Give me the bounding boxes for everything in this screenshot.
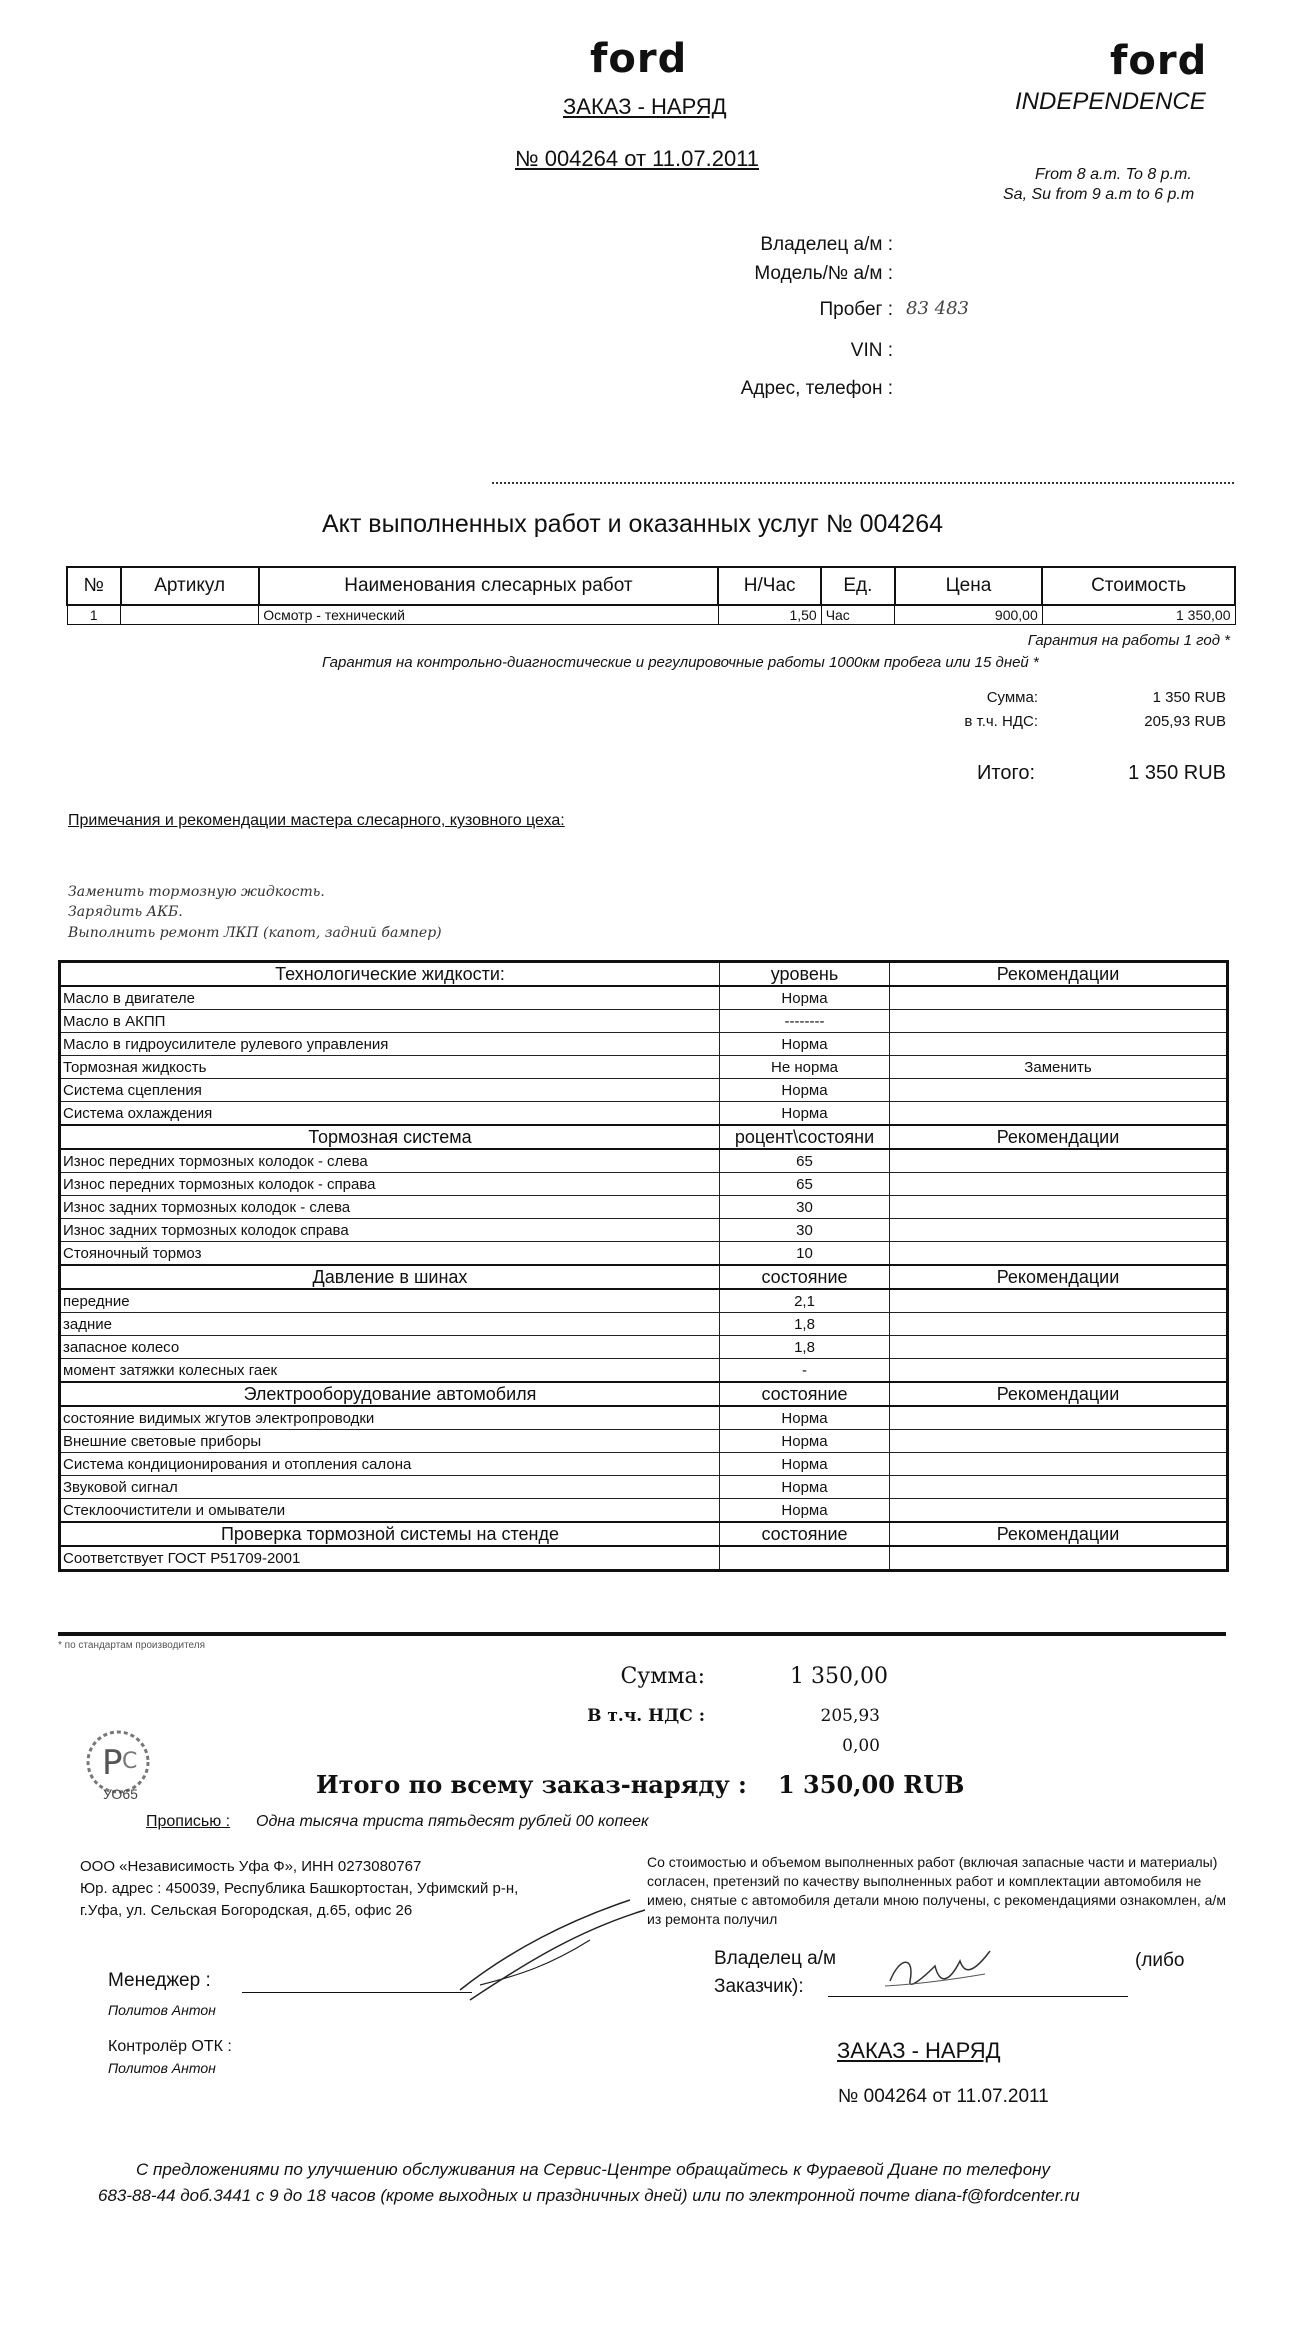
footer-order-title: ЗАКАЗ - НАРЯД (837, 2038, 1001, 2063)
doc-number: № 004264 от 11.07.2011 (515, 146, 760, 171)
check-recommendation (890, 1010, 1228, 1033)
company-line-3: г.Уфа, ул. Сельская Богородская, д.65, офис 26 (80, 1902, 413, 1919)
ford-logo-left: ford (590, 36, 688, 82)
inspection-section-header (60, 1125, 1228, 1149)
manager-signature (440, 1880, 660, 2010)
mileage-value: 83 483 (906, 298, 969, 319)
inspection-row (60, 1476, 1228, 1499)
act-total-label: Итого: (977, 762, 1035, 784)
check-name: Тормозная жидкость (60, 1056, 720, 1079)
inspection-section-header (60, 962, 1228, 987)
check-recommendation (890, 1242, 1228, 1266)
brand-subtitle: INDEPENDENCE (1015, 88, 1206, 115)
inspection-row (60, 1102, 1228, 1126)
grand-total-value: 1 350,00 RUB (778, 1770, 965, 1799)
check-value: Норма (720, 1430, 890, 1453)
check-recommendation (890, 1406, 1228, 1430)
check-value: Не норма (720, 1056, 890, 1079)
check-name: задние (60, 1313, 720, 1336)
check-recommendation (890, 1430, 1228, 1453)
inspection-row (60, 1430, 1228, 1453)
warranty-diagnostics: Гарантия на контрольно-диагностические и регулировочные работы 1000км пробега или 15 дней * (322, 654, 1039, 671)
total-sum-value: 1 350,00 (790, 1664, 888, 1689)
check-name: Стояночный тормоз (60, 1242, 720, 1266)
inspection-row (60, 1499, 1228, 1523)
check-name: Масло в гидроусилителе рулевого управления (60, 1033, 720, 1056)
work-name: Осмотр - технический (259, 605, 718, 625)
check-recommendation (890, 1313, 1228, 1336)
contact-line-1: С предложениями по улучшению обслуживания на Сервис-Центре обращайтесь к Фураевой Диане по телефону (136, 2160, 1050, 2179)
check-name: Система сцепления (60, 1079, 720, 1102)
check-name: Внешние световые приборы (60, 1430, 720, 1453)
words-label: Прописью : (146, 1813, 231, 1830)
footer-order-number: № 004264 от 11.07.2011 (838, 2086, 1049, 2107)
check-name: Износ передних тормозных колодок - слева (60, 1149, 720, 1173)
act-sum-value: 1 350 RUB (1152, 689, 1226, 706)
inspection-row (60, 1313, 1228, 1336)
section-col2: состояние (720, 1382, 890, 1406)
standards-footnote: * по стандартам производителя (58, 1640, 206, 1651)
inspection-row (60, 1079, 1228, 1102)
col-hours: Н/Час (718, 567, 821, 605)
check-value: 10 (720, 1242, 890, 1266)
check-name: Стеклоочистители и омыватели (60, 1499, 720, 1523)
work-unit: Час (821, 605, 894, 625)
divider-dotted (492, 482, 1234, 484)
owner-sign-label-2: Заказчик): (714, 1976, 804, 1997)
check-name: Износ задних тормозных колодок - слева (60, 1196, 720, 1219)
inspection-row (60, 1010, 1228, 1033)
company-line-1: ООО «Независимость Уфа Ф», ИНН 0273080767 (80, 1858, 422, 1875)
check-value: Норма (720, 1102, 890, 1126)
check-value: Норма (720, 1476, 890, 1499)
check-value: Норма (720, 1033, 890, 1056)
check-name: Масло в АКПП (60, 1010, 720, 1033)
check-name: передние (60, 1289, 720, 1313)
section-col3: Рекомендации (890, 1125, 1228, 1149)
section-col3: Рекомендации (890, 1522, 1228, 1546)
note-line-2: Зарядить АКБ. (68, 904, 183, 920)
inspection-row (60, 1336, 1228, 1359)
inspection-section-header (60, 1522, 1228, 1546)
notes-title: Примечания и рекомендации мастера слесарного, кузовного цеха: (68, 812, 565, 829)
check-value: Норма (720, 986, 890, 1010)
agreement-text: Со стоимостью и объемом выполненных работ (включая запасные части и материалы) согласен, претензий по качеству выполненных работ и комплектации автомобиля не имею, снятые с автомобиля детали мною получены, с рекомендациями ознакомлен, а/м из ремонта получил (647, 1854, 1226, 1927)
section-col2: роцент\состояни (720, 1125, 890, 1149)
check-name: Система охлаждения (60, 1102, 720, 1126)
hours-weekend: Sa, Su from 9 a.m to 6 p.m (1003, 186, 1195, 203)
check-value (720, 1546, 890, 1571)
check-recommendation (890, 986, 1228, 1010)
inspection-row (60, 1219, 1228, 1242)
act-vat-value: 205,93 RUB (1144, 713, 1226, 730)
words-value: Одна тысяча триста пятьдесят рублей 00 копеек (256, 1813, 649, 1830)
inspection-row (60, 1056, 1228, 1079)
ford-logo-right: ford (1110, 38, 1208, 84)
col-name: Наименования слесарных работ (259, 567, 718, 605)
stamp-mark (78, 1722, 173, 1817)
check-recommendation (890, 1149, 1228, 1173)
inspection-row (60, 1033, 1228, 1056)
check-name: Звуковой сигнал (60, 1476, 720, 1499)
owner-signature (880, 1936, 1000, 2006)
col-num: № (67, 567, 121, 605)
works-header-row (67, 567, 1235, 605)
doc-title: ЗАКАЗ - НАРЯД (563, 94, 727, 119)
grand-total-label: Итого по всему заказ-наряду : (316, 1770, 747, 1799)
total-vat-label: В т.ч. НДС : (587, 1706, 705, 1726)
section-col2: уровень (720, 962, 890, 987)
check-recommendation (890, 1359, 1228, 1383)
inspection-row (60, 1173, 1228, 1196)
total-sum-label: Сумма: (620, 1664, 705, 1689)
inspection-row (60, 1546, 1228, 1571)
check-value: Норма (720, 1499, 890, 1523)
vin-label: VIN : (850, 340, 893, 361)
check-name: запасное колесо (60, 1336, 720, 1359)
act-total-value: 1 350 RUB (1128, 762, 1226, 784)
check-recommendation (890, 1033, 1228, 1056)
svg-text:Р: Р (102, 1743, 123, 1783)
manager-signature-line (242, 1992, 472, 1993)
work-article (121, 605, 259, 625)
check-value: 2,1 (720, 1289, 890, 1313)
works-table (66, 566, 1236, 625)
note-line-3: Выполнить ремонт ЛКП (капот, задний бампер) (68, 925, 442, 941)
act-sum-label: Сумма: (986, 689, 1038, 706)
mileage-label: Пробег : (819, 299, 893, 320)
works-row (67, 605, 1235, 625)
bold-divider (58, 1632, 1226, 1636)
inspection-section-header (60, 1382, 1228, 1406)
inspection-row (60, 986, 1228, 1010)
inspection-row (60, 1406, 1228, 1430)
check-recommendation (890, 1219, 1228, 1242)
inspection-row (60, 1242, 1228, 1266)
section-col3: Рекомендации (890, 1265, 1228, 1289)
contact-line-2: 683-88-44 доб.3441 с 9 до 18 часов (кроме выходных и праздничных дней) или по электронной почте diana-f@fordcenter.ru (98, 2186, 1080, 2205)
act-vat-label: в т.ч. НДС: (964, 713, 1038, 730)
hours-weekday: From 8 a.m. To 8 p.m. (1035, 166, 1192, 183)
work-hours: 1,50 (718, 605, 821, 625)
manager-label: Менеджер : (108, 1970, 211, 1991)
act-title: Акт выполненных работ и оказанных услуг № 004264 (322, 510, 944, 538)
work-cost: 1 350,00 (1042, 605, 1235, 625)
inspection-row (60, 1196, 1228, 1219)
inspection-row (60, 1359, 1228, 1383)
note-line-1: Заменить тормозную жидкость. (68, 884, 325, 900)
section-title: Тормозная система (60, 1125, 720, 1149)
otk-label: Контролёр ОТК : (108, 2038, 232, 2055)
inspection-row (60, 1289, 1228, 1313)
model-label: Модель/№ а/м : (754, 263, 893, 284)
check-value: Норма (720, 1079, 890, 1102)
check-recommendation (890, 1499, 1228, 1523)
check-value: 30 (720, 1219, 890, 1242)
check-recommendation: Заменить (890, 1056, 1228, 1079)
check-value: 1,8 (720, 1313, 890, 1336)
check-name: Износ передних тормозных колодок - справа (60, 1173, 720, 1196)
col-price: Цена (895, 567, 1043, 605)
owner-label: Владелец а/м : (760, 234, 893, 255)
total-vat-value: 205,93 (820, 1706, 880, 1726)
address-label: Адрес, телефон : (740, 378, 893, 399)
section-title: Технологические жидкости: (60, 962, 720, 987)
warranty-works: Гарантия на работы 1 год * (1027, 632, 1230, 649)
check-recommendation (890, 1102, 1228, 1126)
check-name: Масло в двигателе (60, 986, 720, 1010)
col-unit: Ед. (821, 567, 894, 605)
check-name: Система кондиционирования и отопления салона (60, 1453, 720, 1476)
section-title: Проверка тормозной системы на стенде (60, 1522, 720, 1546)
company-line-2: Юр. адрес : 450039, Республика Башкортостан, Уфимский р-н, (80, 1880, 519, 1897)
owner-alt-label: (либо (1135, 1950, 1185, 1971)
check-recommendation (890, 1289, 1228, 1313)
check-value: 65 (720, 1149, 890, 1173)
check-name: состояние видимых жгутов электропроводки (60, 1406, 720, 1430)
check-recommendation (890, 1336, 1228, 1359)
total-extra-value: 0,00 (842, 1736, 880, 1756)
inspection-row (60, 1149, 1228, 1173)
check-recommendation (890, 1546, 1228, 1571)
check-name: Соответствует ГОСТ Р51709-2001 (60, 1546, 720, 1571)
manager-name: Политов Антон (108, 2002, 216, 2018)
check-value: Норма (720, 1406, 890, 1430)
otk-name: Политов Антон (108, 2060, 216, 2076)
inspection-table (58, 960, 1229, 1572)
section-col3: Рекомендации (890, 1382, 1228, 1406)
check-name: момент затяжки колесных гаек (60, 1359, 720, 1383)
work-price: 900,00 (895, 605, 1043, 625)
section-title: Электрооборудование автомобиля (60, 1382, 720, 1406)
owner-sign-label-1: Владелец а/м (714, 1948, 837, 1969)
work-num: 1 (67, 605, 121, 625)
check-recommendation (890, 1079, 1228, 1102)
check-recommendation (890, 1196, 1228, 1219)
section-title: Давление в шинах (60, 1265, 720, 1289)
stamp-code: УО65 (103, 1786, 138, 1802)
check-value: - (720, 1359, 890, 1383)
svg-text:С: С (122, 1749, 138, 1774)
check-recommendation (890, 1476, 1228, 1499)
check-value: 1,8 (720, 1336, 890, 1359)
check-value: -------- (720, 1010, 890, 1033)
col-article: Артикул (121, 567, 259, 605)
check-value: Норма (720, 1453, 890, 1476)
section-col3: Рекомендации (890, 962, 1228, 987)
section-col2: состояние (720, 1522, 890, 1546)
check-recommendation (890, 1453, 1228, 1476)
inspection-row (60, 1453, 1228, 1476)
check-value: 65 (720, 1173, 890, 1196)
col-cost: Стоимость (1042, 567, 1235, 605)
section-col2: состояние (720, 1265, 890, 1289)
check-recommendation (890, 1173, 1228, 1196)
inspection-section-header (60, 1265, 1228, 1289)
check-value: 30 (720, 1196, 890, 1219)
check-name: Износ задних тормозных колодок справа (60, 1219, 720, 1242)
